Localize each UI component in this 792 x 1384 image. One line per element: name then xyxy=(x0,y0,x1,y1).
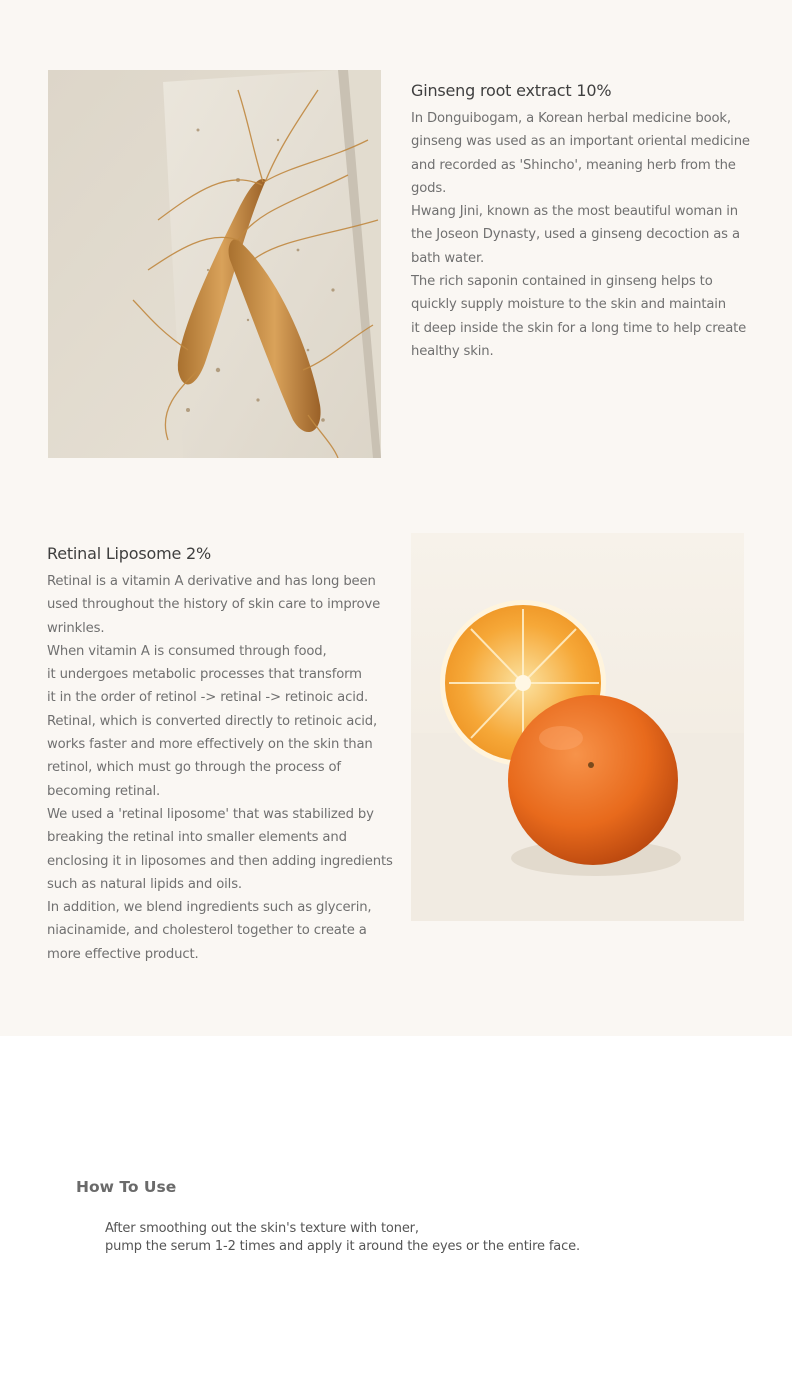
text-line: it undergoes metabolic processes that transform xyxy=(47,667,362,683)
ginseng-root-photo xyxy=(48,70,381,458)
text-line: Hwang Jini, known as the most beautiful woman in xyxy=(411,204,738,220)
text-line: healthy skin. xyxy=(411,343,494,359)
text-line: used throughout the history of skin care to improve xyxy=(47,597,381,613)
how-to-use-section xyxy=(0,1036,792,1384)
text-line: and recorded as 'Shincho', meaning herb from the xyxy=(411,157,736,173)
how-to-use-instructions xyxy=(105,1220,580,1256)
text-line: becoming retinal. xyxy=(47,783,161,799)
text-line: quickly supply moisture to the skin and maintain xyxy=(411,297,726,313)
retinal-paragraph xyxy=(47,570,393,966)
ginseng-paragraph xyxy=(411,107,750,363)
text-line: gods. xyxy=(411,180,447,196)
ginseng-description xyxy=(411,79,750,363)
text-line: In addition, we blend ingredients such as glycerin, xyxy=(47,900,372,916)
text-line: niacinamide, and cholesterol together to create a xyxy=(47,923,367,939)
text-line: bath water. xyxy=(411,250,485,266)
text-line: it deep inside the skin for a long time to help create xyxy=(411,320,747,336)
orange-photo xyxy=(411,533,744,921)
text-line: works faster and more effectively on the skin than xyxy=(47,737,373,753)
retinal-description xyxy=(47,542,393,966)
text-line: After smoothing out the skin's texture with toner, xyxy=(105,1221,419,1236)
how-to-use-title: How To Use xyxy=(76,1178,177,1196)
text-line: enclosing it in liposomes and then adding ingredients xyxy=(47,853,393,869)
text-line: more effective product. xyxy=(47,946,199,962)
text-line: it in the order of retinol -> retinal -> retinoic acid. xyxy=(47,690,368,706)
text-line: Retinal, which is converted directly to retinoic acid, xyxy=(47,713,378,729)
text-line: such as natural lipids and oils. xyxy=(47,876,242,892)
text-line: The rich saponin contained in ginseng helps to xyxy=(411,274,713,290)
text-line: ginseng was used as an important oriental medicine xyxy=(411,134,750,150)
text-line: In Donguibogam, a Korean herbal medicine book, xyxy=(411,111,731,126)
text-line: Retinal is a vitamin A derivative and has long been xyxy=(47,574,376,589)
text-line: wrinkles. xyxy=(47,620,105,636)
text-line: When vitamin A is consumed through food, xyxy=(47,643,327,659)
text-line: breaking the retinal into smaller elements and xyxy=(47,830,347,846)
ginseng-heading: Ginseng root extract 10% xyxy=(411,81,612,100)
text-line: the Joseon Dynasty, used a ginseng decoction as a xyxy=(411,227,740,243)
text-line: pump the serum 1-2 times and apply it around the eyes or the entire face. xyxy=(105,1239,580,1254)
retinal-heading: Retinal Liposome 2% xyxy=(47,544,211,563)
text-line: We used a 'retinal liposome' that was stabilized by xyxy=(47,806,374,822)
text-line: retinol, which must go through the process of xyxy=(47,760,341,776)
